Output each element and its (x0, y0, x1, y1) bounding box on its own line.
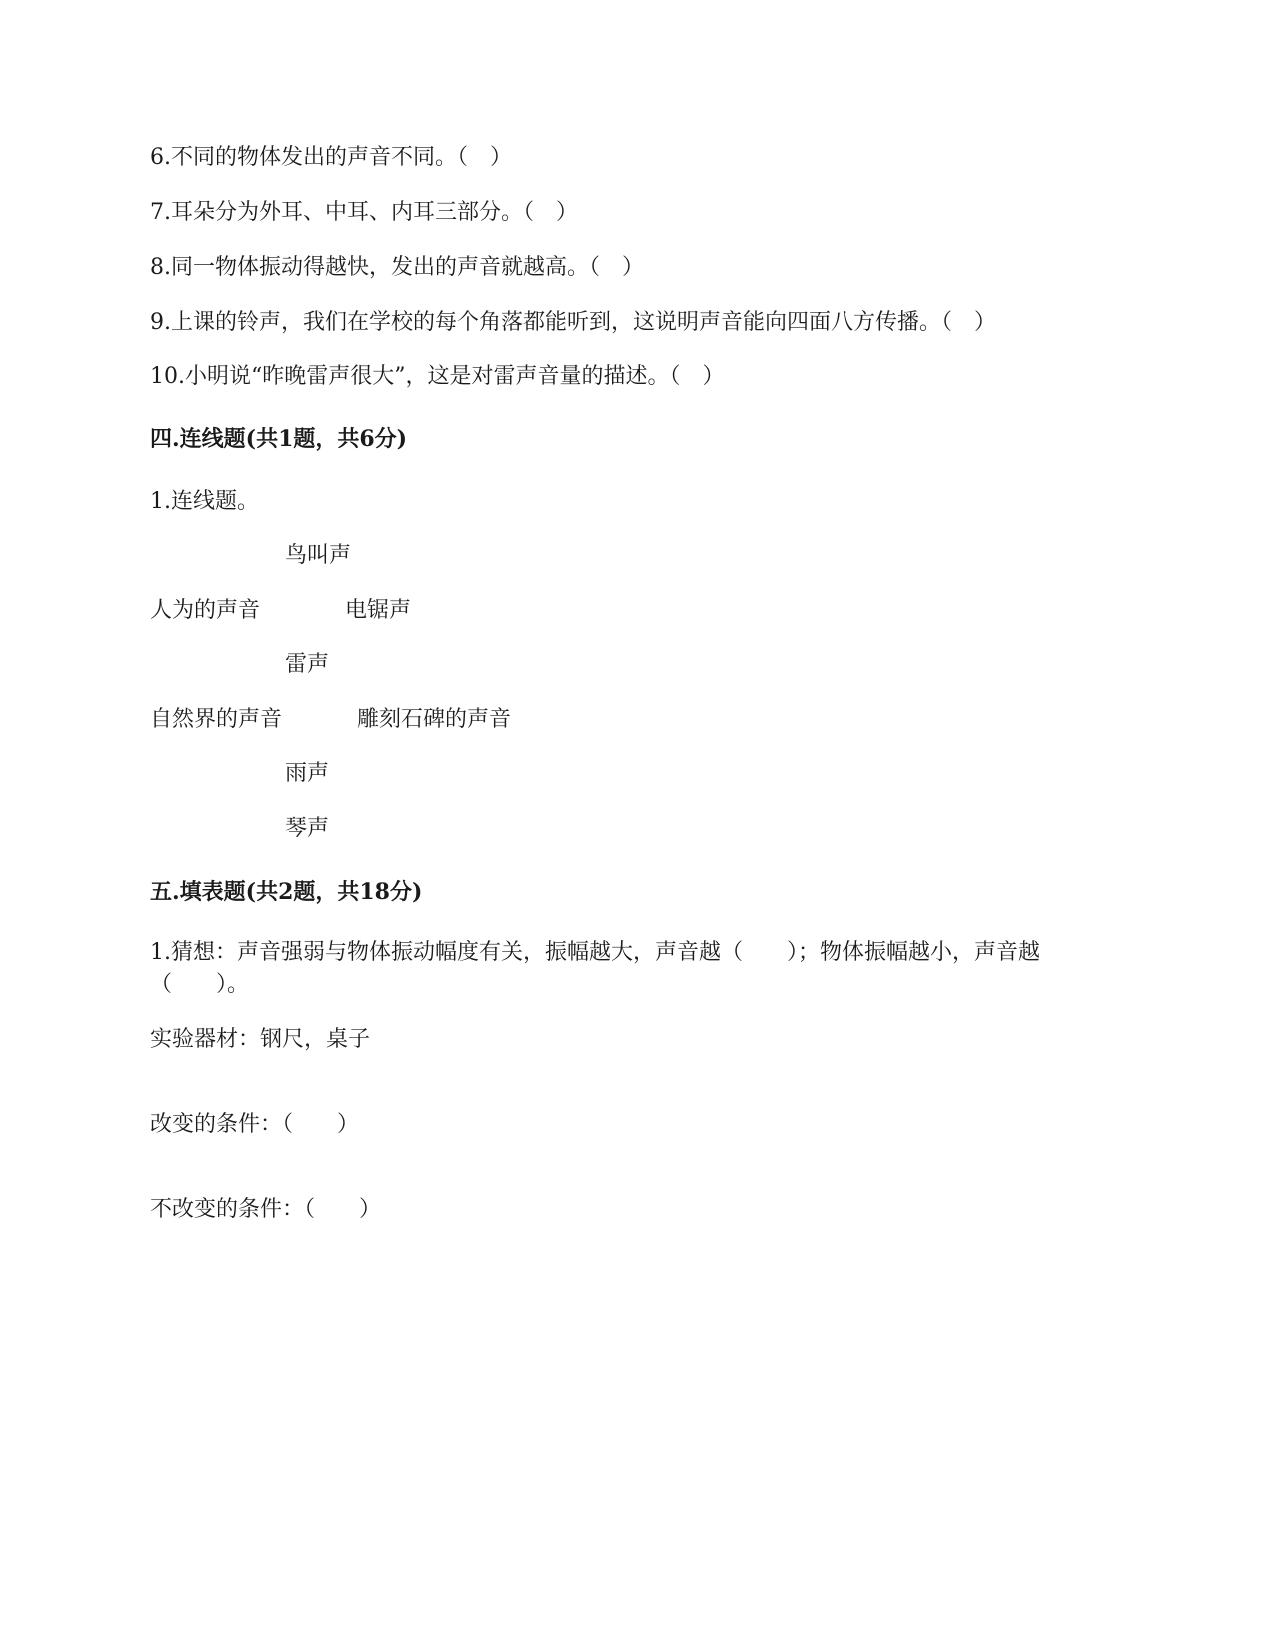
question-10: 10.小明说“昨晚雷声很大”，这是对雷声音量的描述。（ ） (150, 364, 725, 389)
match-right-item-chainsaw: 电锯声 (345, 598, 412, 623)
section-4-heading: 四.连线题(共1题，共6分) (150, 426, 408, 452)
question-6: 6.不同的物体发出的声音不同。（ ） (150, 145, 512, 170)
match-right-item-piano: 琴声 (285, 816, 330, 841)
changed-condition: 改变的条件：（ ） (150, 1112, 360, 1137)
experiment-materials: 实验器材：钢尺，桌子 (150, 1027, 371, 1052)
question-7: 7.耳朵分为外耳、中耳、内耳三部分。（ ） (150, 200, 578, 225)
match-right-item-stone-carving: 雕刻石碑的声音 (357, 707, 512, 732)
match-right-item-rain: 雨声 (285, 761, 330, 786)
match-right-item-thunder: 雷声 (285, 652, 330, 677)
section-5-heading: 五.填表题(共2题，共18分) (150, 879, 423, 905)
matching-question: 1.连线题。 (150, 489, 259, 514)
match-right-item-birdsong: 鸟叫声 (285, 543, 352, 568)
question-8: 8.同一物体振动得越快，发出的声音就越高。（ ） (150, 255, 644, 280)
unchanged-condition: 不改变的条件：（ ） (150, 1197, 382, 1222)
question-9: 9.上课的铃声，我们在学校的每个角落都能听到，这说明声音能向四面八方传播。（ ） (150, 310, 996, 335)
hypothesis-question: 1.猜想：声音强弱与物体振动幅度有关，振幅越大，声音越（ ）；物体振幅越小，声音越（ ）。 (150, 940, 1040, 997)
match-left-item-man-made: 人为的声音 (150, 598, 261, 623)
match-left-item-natural: 自然界的声音 (150, 707, 283, 732)
